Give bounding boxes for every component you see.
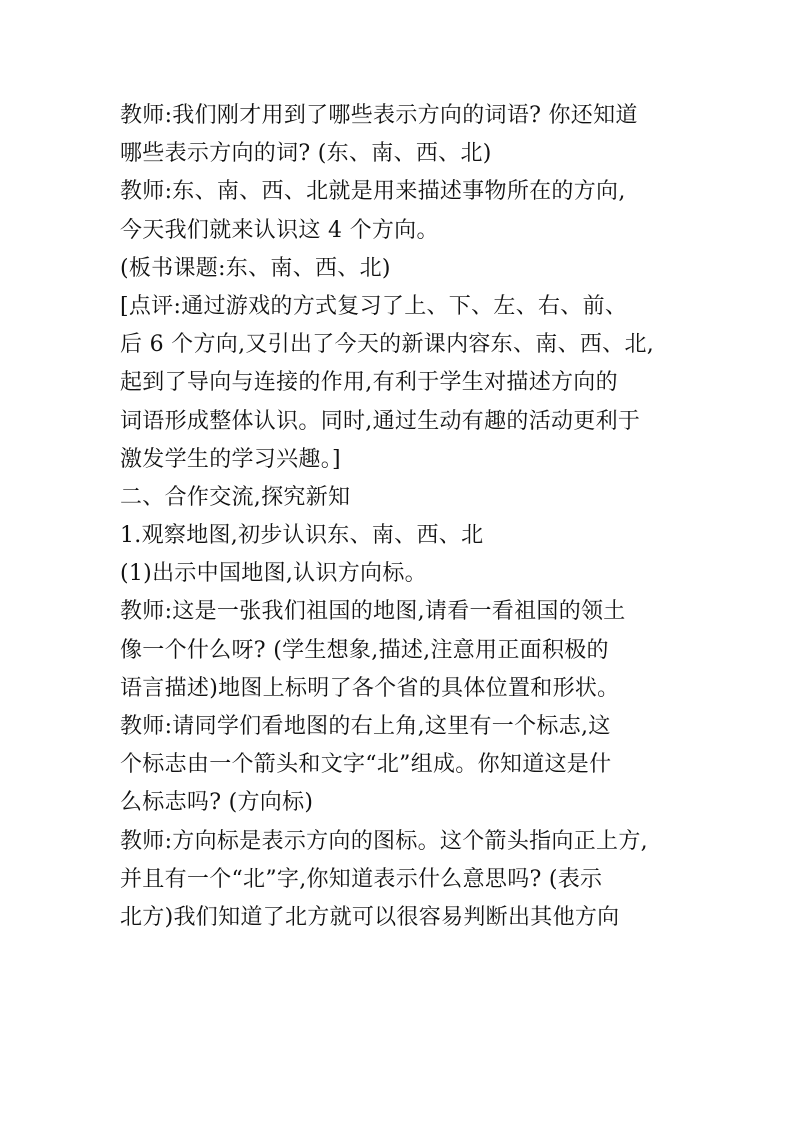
text-line: (板书课题:东、南、西、北) (120, 255, 391, 281)
text-line: 激发学生的学习兴趣。] (120, 446, 341, 472)
text-line: 教师:我们刚才用到了哪些表示方向的词语? 你还知道 (120, 103, 638, 128)
text-line: 词语形成整体认识。同时,通过生动有趣的活动更利于 (120, 408, 641, 434)
text-line: 像一个什么呀? (学生想象,描述,注意用正面积极的 (120, 637, 609, 663)
text-line: [点评:通过游戏的方式复习了上、下、左、右、前、 (120, 293, 628, 319)
text-line: 今天我们就来认识这 4 个方向。 (120, 217, 439, 243)
text-line: 教师:这是一张我们祖国的地图,请看一看祖国的领土 (120, 599, 626, 625)
text-line: (1)出示中国地图,认识方向标。 (120, 561, 427, 587)
section-heading: 二、合作交流,探究新知 (120, 484, 351, 510)
text-line: 后 6 个方向,又引出了今天的新课内容东、南、西、北, (120, 332, 655, 358)
text-line: 个标志由一个箭头和文字“北”组成。你知道这是什 (120, 752, 612, 778)
text-line: 北方)我们知道了北方就可以很容易判断出其他方向 (120, 904, 620, 930)
text-line: 教师:东、南、西、北就是用来描述事物所在的方向, (120, 179, 626, 205)
text-line: 起到了导向与连接的作用,有利于学生对描述方向的 (120, 370, 618, 396)
text-line: 教师:方向标是表示方向的图标。这个箭头指向正上方, (120, 828, 648, 854)
text-line: 教师:请同学们看地图的右上角,这里有一个标志,这 (120, 714, 611, 739)
text-line: 语言描述)地图上标明了各个省的具体位置和形状。 (120, 675, 620, 701)
text-line: 并且有一个“北”字,你知道表示什么意思吗? (表示 (120, 866, 603, 892)
subsection-heading: 1.观察地图,初步认识东、南、西、北 (120, 523, 484, 549)
text-line: 哪些表示方向的词? (东、南、西、北) (120, 141, 492, 167)
document-text (120, 97, 685, 937)
text-line: 么标志吗? (方向标) (120, 790, 314, 816)
